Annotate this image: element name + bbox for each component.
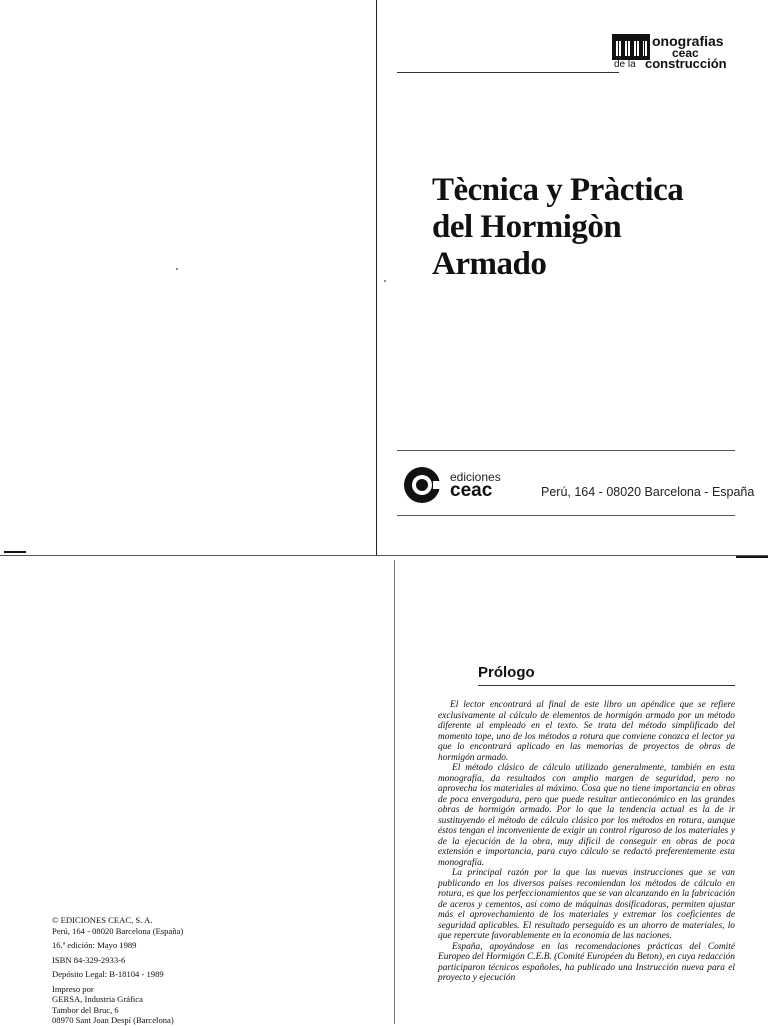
imprint-legal-deposit: Depósito Legal: B-18104 - 1989 (52, 969, 164, 979)
ceac-logo-icon (403, 466, 441, 504)
fold-mark-right (736, 556, 768, 558)
book-title-line1: Tècnica y Pràctica (432, 172, 684, 208)
imprint-printed-by: Impreso por (52, 983, 94, 994)
prologue-heading: Prólogo (478, 664, 535, 681)
speck (384, 280, 386, 282)
prologue-paragraph: España, apoyándose en las recomendaciones prácticas del Comité Europeo del Hormigón C.E.B. (Comité Européen du Beton), en cuya redacción participaron técnicos españoles, ha publicado una Instrucción nueva para el proyecto y ejecución (438, 941, 735, 983)
series-name-prefix: de la (614, 59, 636, 70)
book-title (432, 172, 683, 283)
publisher-address: Perú, 164 - 08020 Barcelona - España (541, 485, 755, 499)
imprint-copyright: © EDICIONES CEAC, S. A. (52, 915, 153, 925)
publisher-ediciones: ediciones (450, 470, 501, 484)
publisher-rule-top (397, 450, 735, 451)
book-title-line2: del Hormigòn (432, 209, 622, 245)
prologue-paragraph: El lector encontrará al final de este libro un apéndice que se refiere exclusivamente al cálculo de elementos de hormigón armado por un método diferente al empleado en el texto. Se trata del método simplificado del momento tope, uno de los métodos a rotura que conviene conozca el lector ya que lo encontrará aplicado en las memorias de proyectos de obras de hormigón armado. (438, 700, 735, 763)
series-rule (397, 72, 619, 73)
prologue-body (438, 700, 735, 984)
imprint-isbn: ISBN 84-329-2933-6 (52, 954, 126, 965)
speck (176, 268, 178, 270)
page-fold-line (0, 555, 768, 556)
series-logo (612, 30, 732, 86)
spine-line-top (376, 0, 377, 556)
series-name-main: construcción (645, 56, 727, 71)
prologue-paragraph: El método clásico de cálculo utilizado generalmente, también en esta monografía, da resultados con amplio margen de seguridad, pero no aprovecha los materiales al máximo. Cosa que no tiene importancia en obras de poca envergadura, pero que puede resultar antieconómico en las grandes obras de hormigón armado. Por lo que la tendencia actual es la de ir sustituyendo el método de cálculo clásico por los métodos en rotura, aunque éstos tengan el inconveniente de exigir un control riguroso de los materiales y de la ejecución de la obra, muy difícil de conseguir en obras de poca extensión e importancia, para cuyo cálculo se redactó preferentemente esta monografía. (438, 763, 735, 868)
spine-line-bottom (394, 560, 395, 1024)
prologue-paragraph: La principal razón por la que las nuevas instrucciones que se van publicando en los diversos países recomiendan los métodos de cálculo en rotura, es que los perfeccionamientos que se van alcanzando en la fabricación de aceros y cementos, así como de máquinas dosificadoras, permiten ajustar más el aprovechamiento de los materiales y extremar los coeficientes de seguridad aplicables. El resultado perseguido es un ahorro de materiales, lo que repercute favorablemente en la economía de las naciones. (438, 868, 735, 941)
publisher-name: ceac (450, 480, 493, 501)
imprint-printer-street: Tambor del Bruc, 6 (52, 1004, 119, 1015)
series-name-line1: onografias (652, 33, 724, 49)
prologue-rule (478, 685, 735, 686)
book-title-line3: Armado (432, 246, 547, 282)
publisher-rule-bottom (397, 515, 735, 516)
imprint-edition: 16.ª edición: Mayo 1989 (52, 940, 137, 950)
series-name-line2: ceac (672, 46, 699, 60)
imprint-address: Perú, 164 - 08020 Barcelona (España) (52, 925, 184, 936)
imprint-block (52, 915, 183, 1026)
imprint-printer-city: 08970 Sant Joan Despí (Barcelona) (52, 1015, 174, 1025)
fold-mark-left (4, 551, 26, 553)
imprint-printer: GERSA, Industria Gráfica (52, 994, 143, 1004)
